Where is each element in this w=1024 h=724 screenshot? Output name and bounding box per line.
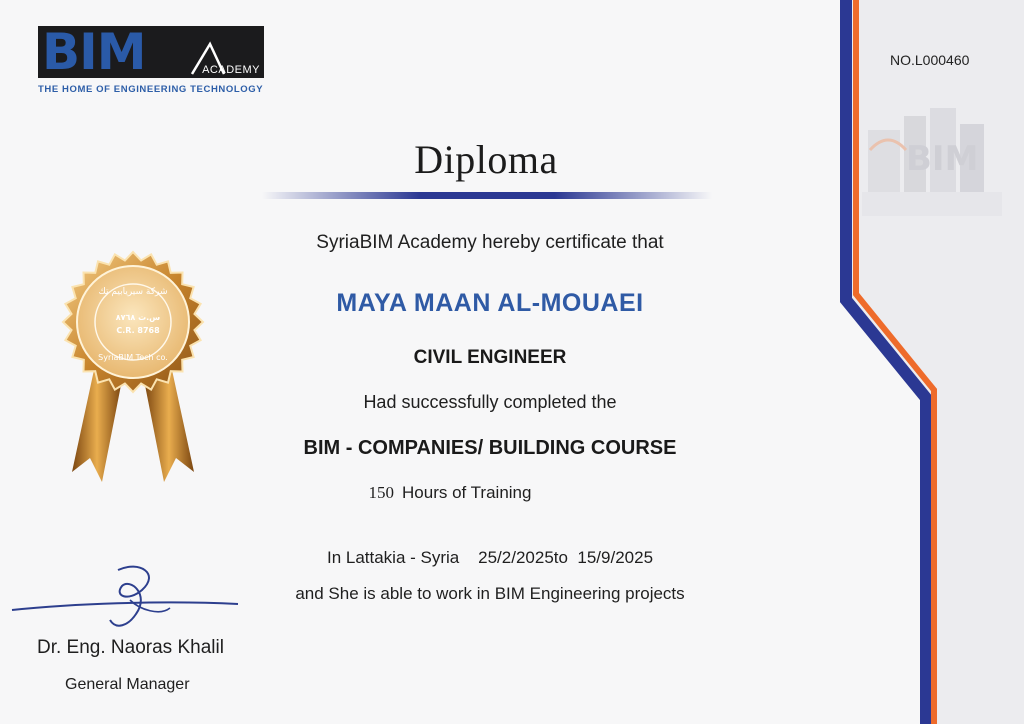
- bim-academy-logo: [38, 26, 268, 95]
- seal-reg-arabic: س.ت ٨٧٦٨: [115, 313, 161, 322]
- company-seal-icon: [58, 250, 208, 485]
- page-title: Diploma: [414, 137, 558, 182]
- seal-reg-number: C.R. 8768: [116, 326, 160, 335]
- logo-wordmark: [42, 26, 145, 78]
- recipient-profession: CIVIL ENGINEER: [413, 347, 567, 368]
- logo-wordmark-text: BIM: [42, 26, 146, 78]
- svg-text:BIM: BIM: [906, 139, 979, 179]
- place-and-dates: In Lattakia - Syria 25/2/2025to 15/9/2025: [326, 548, 654, 567]
- signature-icon: [10, 560, 240, 640]
- completed-text: Had successfully completed the: [363, 392, 617, 412]
- seal-arabic-text: شركة سيريابيم تك: [98, 287, 168, 297]
- logo-mark: [38, 26, 264, 78]
- seal-english-text: SyriaBIM Tech co.: [98, 353, 168, 362]
- logo-tagline: THE HOME OF ENGINEERING TECHNOLOGY: [38, 84, 264, 95]
- title-underline: [262, 192, 712, 199]
- training-hours-number: 150: [368, 483, 395, 502]
- training-hours-label: Hours of Training: [402, 483, 532, 502]
- certificate-number: NO.L000460: [890, 52, 970, 68]
- logo-academy-text: ACADEMY: [202, 64, 260, 76]
- course-name: BIM - COMPANIES/ BUILDING COURSE: [303, 437, 677, 459]
- ability-text: and She is able to work in BIM Engineering projects: [295, 584, 685, 603]
- signer-name: Dr. Eng. Naoras Khalil: [37, 637, 224, 658]
- intro-text: SyriaBIM Academy hereby certificate that: [316, 232, 664, 253]
- signer-title: General Manager: [65, 676, 190, 693]
- recipient-name: MAYA MAAN AL-MOUAEI: [336, 289, 644, 317]
- training-hours: [130, 483, 770, 503]
